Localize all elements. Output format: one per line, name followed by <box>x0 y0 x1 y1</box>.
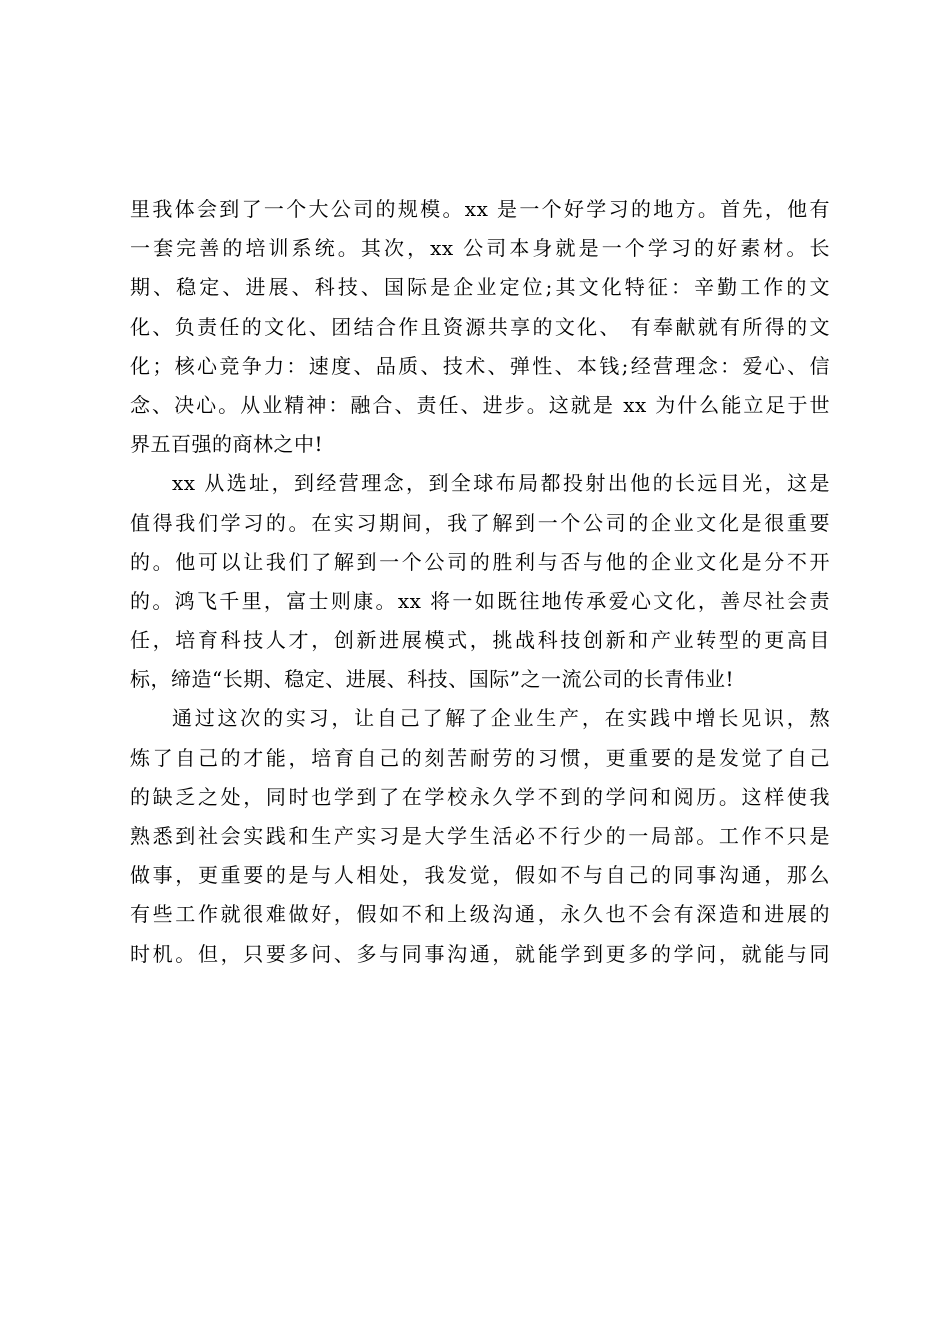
text-line: 界五百强的商林之中! <box>130 432 324 457</box>
text-line: 一套完善的培训系统。其次，xx 公司本身就是一个学习的好素材。长 <box>130 236 830 261</box>
text-line: 通过这次的实习，让自己了解了企业生产，在实践中增长见识，熬 <box>172 706 830 731</box>
document-body <box>130 190 830 974</box>
text-line: 的。鸿飞千里，富士则康。xx 将一如既往地传承爱心文化，善尽社会责 <box>130 588 830 613</box>
text-line: 炼了自己的才能，培育自己的刻苦耐劳的习惯，更重要的是发觉了自己 <box>130 745 830 770</box>
text-line: 时机。但，只要多问、多与同事沟通，就能学到更多的学问，就能与同 <box>130 941 830 966</box>
text-line: 化；核心竞争力：速度、品质、技术、弹性、本钱;经营理念：爱心、信 <box>130 353 830 378</box>
text-line: 做事，更重要的是与人相处，我发觉，假如不与自己的同事沟通，那么 <box>130 863 830 888</box>
text-line: 有些工作就很难做好，假如不和上级沟通，永久也不会有深造和进展的 <box>130 902 830 927</box>
paragraph-1 <box>130 190 830 464</box>
text-line: 熟悉到社会实践和生产实习是大学生活必不行少的一局部。工作不只是 <box>130 824 830 848</box>
paragraph-3 <box>130 699 830 973</box>
text-line: 期、稳定、进展、科技、国际是企业定位;其文化特征：辛勤工作的文 <box>130 275 830 300</box>
text-line: 念、决心。从业精神：融合、责任、进步。这就是 xx 为什么能立足于世 <box>130 392 830 417</box>
text-line: 值得我们学习的。在实习期间，我了解到一个公司的企业文化是很重要 <box>130 510 830 535</box>
text-line: 标，缔造“长期、稳定、进展、科技、国际”之一流公司的长青伟业! <box>130 667 734 692</box>
text-line: 任，培育科技人才，创新进展模式，挑战科技创新和产业转型的更高目 <box>130 628 830 653</box>
text-line: 的。他可以让我们了解到一个公司的胜利与否与他的企业文化是分不开 <box>130 549 830 574</box>
text-line: xx 从选址，到经营理念，到全球布局都投射出他的长远目光，这是 <box>172 471 830 496</box>
text-line: 里我体会到了一个大公司的规模。xx 是一个好学习的地方。首先，他有 <box>130 197 830 221</box>
text-line: 化、负责任的文化、团结合作且资源共享的文化、 有奉献就有所得的文 <box>130 314 830 339</box>
text-line: 的缺乏之处，同时也学到了在学校永久学不到的学问和阅历。这样使我 <box>130 784 830 809</box>
paragraph-2 <box>130 464 830 699</box>
